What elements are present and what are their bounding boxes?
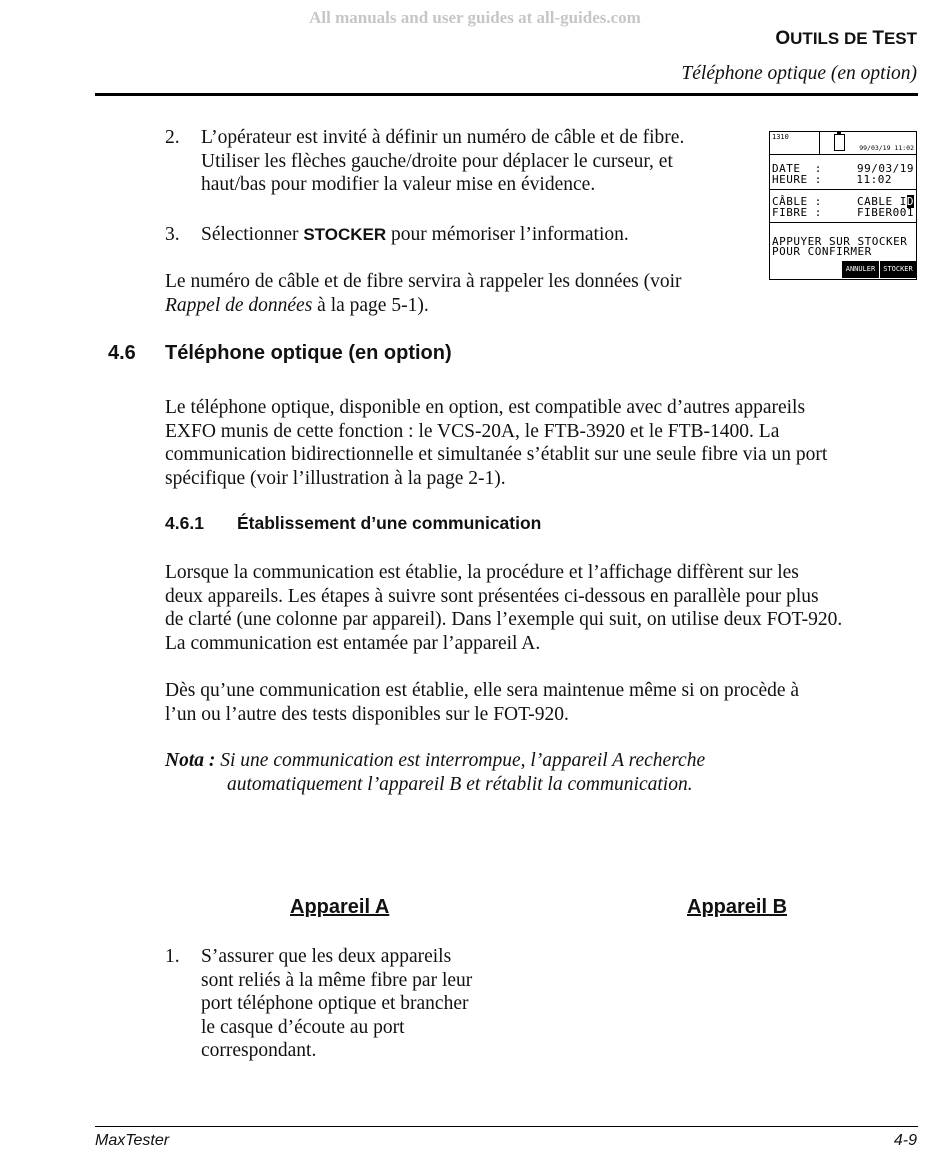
- wavelength-label: 1310: [772, 133, 789, 141]
- note-label: Nota :: [165, 750, 216, 771]
- section-heading: Téléphone optique (en option): [165, 342, 452, 364]
- chapter-title: OUTILS DE TEST: [775, 28, 917, 49]
- subsection-number: 4.6.1: [165, 513, 204, 533]
- step-text: L’opérateur est invité à définir un numéro de câble et de fibre. Utiliser les flèches gauche/droite pour déplacer le curseur, et haut/bas pour modifier la valeur mise en évidence.: [201, 127, 685, 195]
- fiber-value[interactable]: FIBER001: [857, 206, 914, 219]
- step-number: 1.: [165, 946, 180, 967]
- footer-product: MaxTester: [95, 1132, 170, 1149]
- keyword-stocker: STOCKER: [303, 225, 387, 244]
- device-screen: [769, 131, 917, 280]
- time-value: 11:02: [856, 173, 892, 186]
- subsection-paragraph: Lorsque la communication est établie, la procédure et l’affichage diffèrent sur les deux appareils. Les étapes à suivre sont présentées ci-dessous en parallèle pour plus de clarté (une colonne par appareil). Dans l’exemple qui suit, on utilise deux FOT-920. La communication est entamée par l’appareil A.: [165, 562, 843, 654]
- cancel-softkey[interactable]: ANNULER: [842, 261, 879, 278]
- cursor: D: [906, 195, 914, 208]
- time-label: HEURE :: [772, 173, 822, 186]
- prompt-line-1: APPUYER SUR STOCKER: [772, 235, 908, 248]
- step-number: 3.: [165, 224, 180, 245]
- screen-timestamp: 99/03/19 11:02: [859, 144, 914, 152]
- prompt-line-2: POUR CONFIRMER: [772, 245, 872, 258]
- footer-rule: [95, 1126, 918, 1127]
- subsection-heading: Établissement d’une communication: [237, 513, 542, 533]
- recall-paragraph: Le numéro de câble et de fibre servira à rappeler les données (voir Rappel de données à la page 5-1).: [165, 271, 682, 316]
- step-text: S’assurer que les deux appareils sont reliés à la même fibre par leur port téléphone optique et brancher le casque d’écoute au port correspondant.: [201, 946, 473, 1061]
- recall-link-text: Rappel de données: [165, 294, 313, 316]
- cable-label: CÂBLE :: [772, 195, 822, 208]
- header-rule: [95, 93, 918, 96]
- date-label: DATE :: [772, 162, 822, 175]
- column-heading-b: Appareil B: [687, 896, 788, 918]
- subsection-paragraph: Dès qu’une communication est établie, elle sera maintenue même si on procède à l’un ou l’autre des tests disponibles sur le FOT-920.: [165, 680, 800, 725]
- column-heading-a: Appareil A: [290, 896, 390, 918]
- page-number: 4-9: [893, 1132, 917, 1149]
- step-number: 2.: [165, 127, 180, 148]
- section-paragraph: Le téléphone optique, disponible en option, est compatible avec d’autres appareils EXFO munis de cette fonction : le VCS-20A, le FTB-3920 et le FTB-1400. La communication bidirectionnelle et simultanée s’établit sur une seule fibre via un port spécifique (voir l’illustration à la page 2-1).: [165, 397, 828, 489]
- section-subtitle: Téléphone optique (en option): [681, 63, 917, 84]
- note: Nota : Si une communication est interrompue, l’appareil A recherche automatiquement l’appareil B et rétablit la communication.: [165, 750, 706, 795]
- cable-value[interactable]: CABLE ID: [857, 195, 914, 208]
- step-text: Sélectionner STOCKER pour mémoriser l’information.: [201, 224, 629, 245]
- section-number: 4.6: [108, 342, 136, 364]
- screen-status-bar: [770, 132, 916, 155]
- fiber-label: FIBRE :: [772, 206, 822, 219]
- date-value: 99/03/19: [857, 162, 914, 175]
- store-softkey[interactable]: STOCKER: [880, 261, 916, 278]
- watermark: All manuals and user guides at all-guides.com: [309, 8, 641, 27]
